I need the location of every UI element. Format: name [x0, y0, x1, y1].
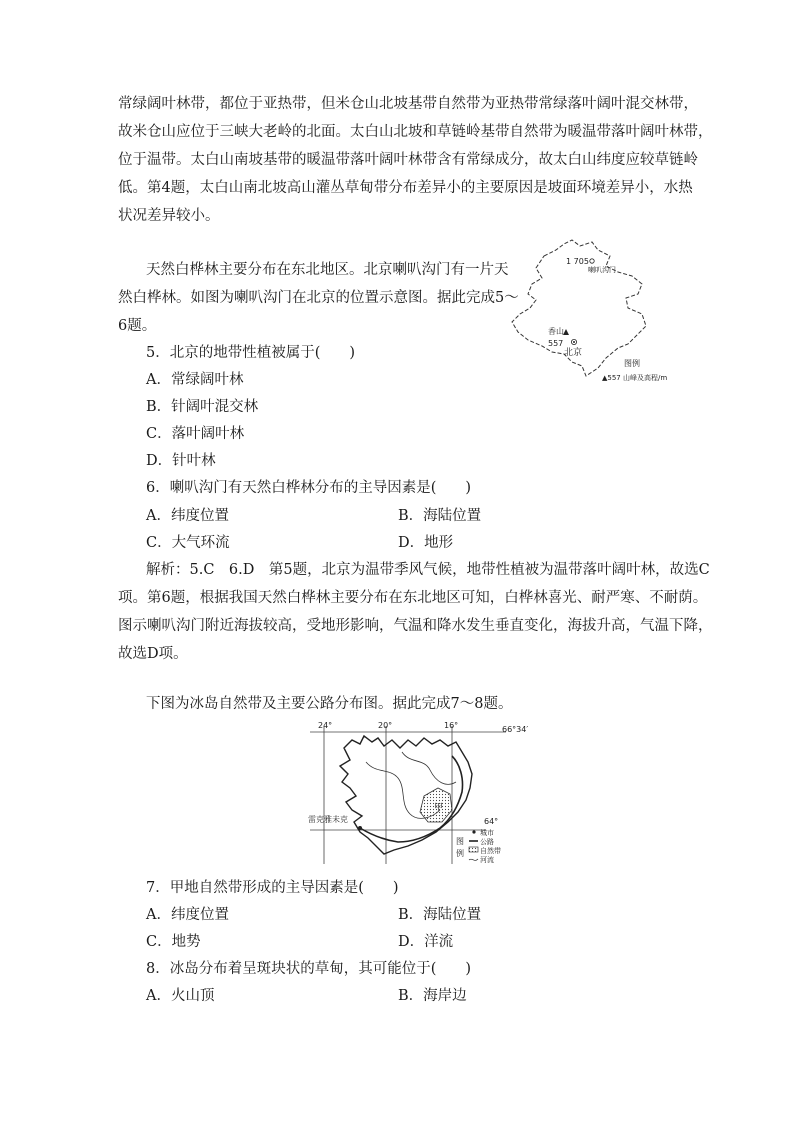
q6-option-a[interactable]: A．纬度位置: [146, 508, 229, 524]
q6-option-b[interactable]: B．海陆位置: [398, 508, 482, 524]
q8-option-b[interactable]: B．海岸边: [398, 988, 467, 1004]
q7-option-d[interactable]: D．洋流: [398, 934, 454, 950]
legend-city-symbol: [472, 830, 475, 833]
section2-stem-line-1: 天然白桦林主要分布在东北地区。北京喇叭沟门有一片天: [146, 262, 509, 278]
city-label: 北京: [564, 348, 583, 358]
intro-line-1: 常绿阔叶林带，都位于亚热带，但米仓山北坡基带自然带为亚热带常绿落叶阔叶混交林带，: [118, 96, 698, 112]
legend-river-symbol: [469, 859, 478, 860]
legend-title-2: 例: [456, 849, 464, 858]
natural-zone-boundary-2: [402, 752, 456, 784]
city-marker-center: [573, 341, 575, 343]
q6-option-c[interactable]: C．大气环流: [146, 535, 230, 551]
q8-stem: 8．冰岛分布着呈斑块状的草甸，其可能位于( ): [146, 961, 472, 977]
legend-title: 图例: [624, 359, 640, 368]
section3-stem: 下图为冰岛自然带及主要公路分布图。据此完成7～8题。: [146, 696, 513, 712]
q7-option-c[interactable]: C．地势: [146, 934, 201, 950]
legend-road: 公路: [480, 838, 494, 846]
q7-stem: 7．甲地自然带形成的主导因素是( ): [146, 880, 399, 896]
peak2-name: 香山: [548, 327, 564, 336]
lon-label-20: 20°: [378, 721, 393, 730]
q7-option-a[interactable]: A．纬度位置: [146, 907, 229, 923]
peak1-value: 1 705: [566, 257, 589, 266]
peak1-marker: [590, 259, 594, 263]
answer-line-3: 图示喇叭沟门附近海拔较高，受地形影响，气温和降水发生垂直变化，海拔升高，气温下降，: [118, 618, 713, 634]
lat-label-64: 64°: [484, 817, 499, 826]
intro-line-2: 故米仓山应位于三峡大老岭的北面。太白山北坡和草链岭基带自然带为暖温带落叶阔叶林带，: [118, 124, 713, 140]
reykjavik-marker: [358, 826, 362, 830]
reykjavik-label: 雷克雅未克: [308, 815, 348, 824]
answer-line-1: 解析：5.C 6.D 第5题，北京为温带季风气候，地带性植被为温带落叶阔叶林，故选C: [146, 562, 710, 578]
section2-stem-line-3: 6题。: [118, 318, 157, 334]
legend-item: ▲557 山峰及高程/m: [602, 374, 668, 382]
section2-stem-line-2: 然白桦林。如图为喇叭沟门在北京的位置示意图。据此完成5～: [118, 290, 519, 306]
peak2-value: 557: [548, 339, 564, 348]
intro-line-5: 状况差异较小。: [118, 208, 220, 224]
legend-river: 河流: [480, 856, 494, 864]
q5-stem: 5．北京的地带性植被属于( ): [146, 345, 356, 361]
iceland-map: [306, 718, 546, 868]
answer-line-4: 故选D项。: [118, 646, 188, 662]
lon-label-16: 16°: [444, 721, 459, 730]
answer-line-2: 项。第6题，根据我国天然白桦林主要分布在东北地区可知，白桦林喜光、耐严寒、不耐荫。: [118, 590, 708, 606]
legend-zone-symbol: [469, 847, 478, 852]
lon-label-24: 24°: [318, 721, 333, 730]
q5-option-d[interactable]: D．针叶林: [146, 453, 216, 469]
zone-jia-label: 甲: [434, 803, 444, 813]
q5-option-a[interactable]: A．常绿阔叶林: [146, 372, 244, 388]
q5-option-b[interactable]: B．针阔叶混交林: [146, 399, 259, 415]
q8-option-a[interactable]: A．火山顶: [146, 988, 215, 1004]
legend-zone: 自然带: [480, 847, 501, 855]
legend-title-1: 图: [456, 837, 464, 846]
q6-option-d[interactable]: D．地形: [398, 535, 454, 551]
intro-line-3: 位于温带。太白山南坡基带的暖温带落叶阔叶林带含有常绿成分，故太白山纬度应较草链岭: [118, 152, 698, 168]
q6-stem: 6．喇叭沟门有天然白桦林分布的主导因素是( ): [146, 480, 472, 496]
peak1-name: 喇叭沟门: [588, 266, 616, 274]
legend-city: 城市: [480, 829, 494, 837]
intro-line-4: 低。第4题，太白山南北坡高山灌丛草甸带分布差异小的主要原因是坡面环境差异小，水热: [118, 180, 693, 196]
q5-option-c[interactable]: C．落叶阔叶林: [146, 426, 245, 442]
beijing-map: [506, 236, 686, 386]
lat-label-6634: 66°34′: [502, 725, 529, 734]
q7-option-b[interactable]: B．海陆位置: [398, 907, 482, 923]
